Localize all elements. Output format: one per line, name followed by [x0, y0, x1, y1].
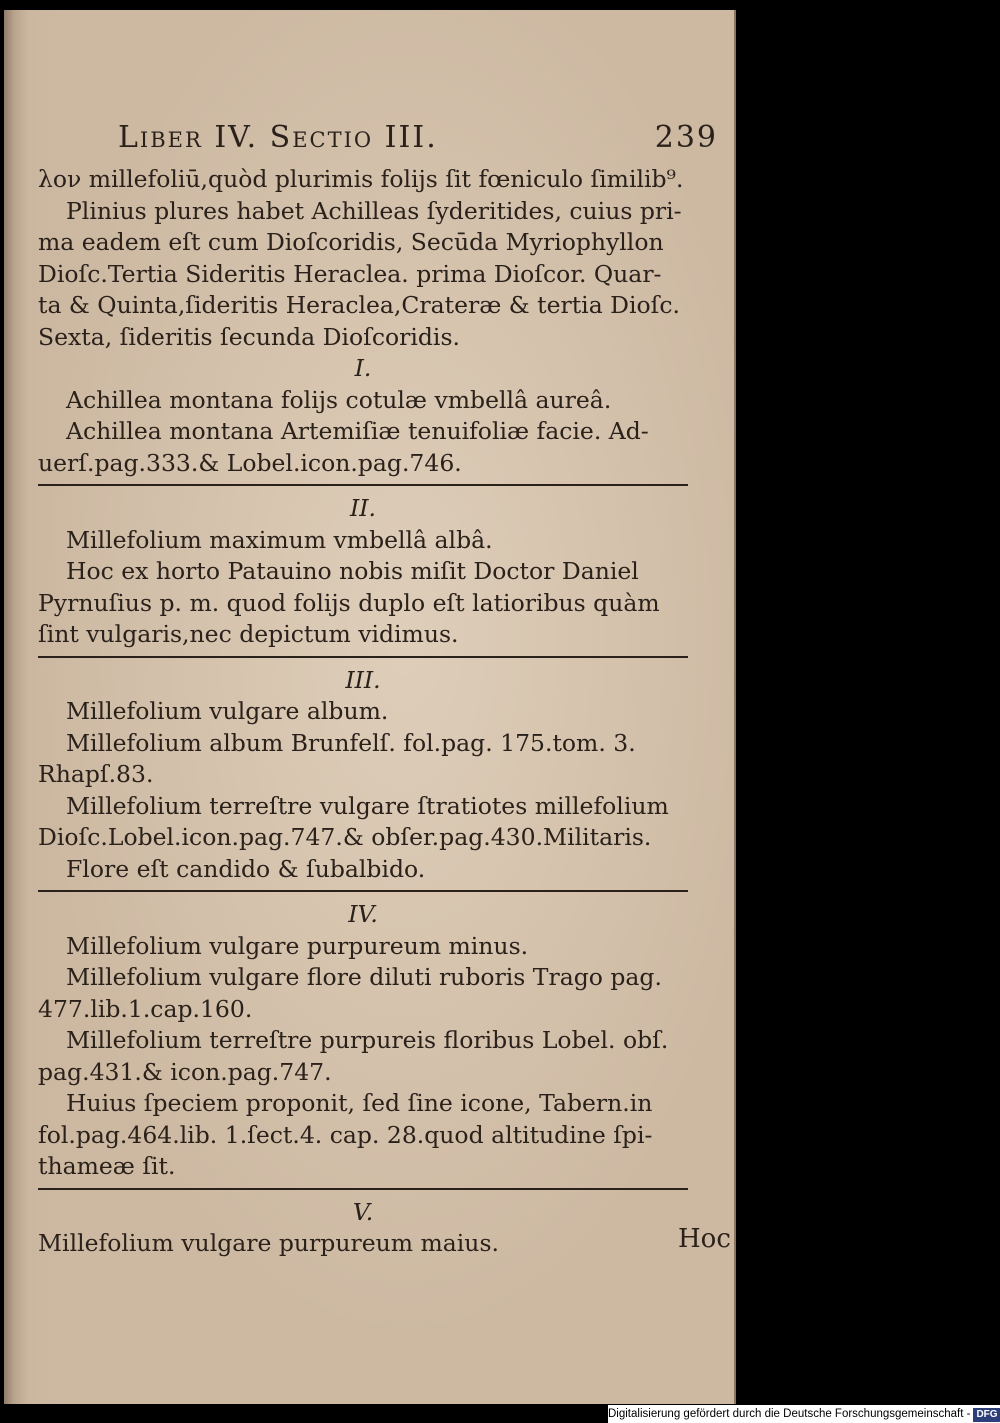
text-line: uerſ.pag.333.& Lobel.icon.pag.746. [38, 448, 462, 477]
section-numeral: II. [349, 494, 377, 522]
section-divider [38, 890, 688, 895]
text-line: Sexta, ſideritis ſecunda Dioſcoridis. [38, 322, 460, 351]
text-line: Millefolium vulgare purpureum minus. [66, 931, 529, 960]
text-line: Achillea montana Artemiſiæ tenuifoliæ facie. Ad- [66, 417, 649, 445]
running-title: Liber IV. Sectio III. [118, 120, 438, 155]
text-line: Millefolium vulgare album. [66, 697, 389, 725]
dfg-logo: DFG [973, 1408, 1000, 1422]
text-line: Millefolium vulgare purpureum maius. [38, 1229, 499, 1257]
page-body [38, 164, 688, 1260]
text-line: Millefolium maximum vmbellâ albâ. [66, 525, 493, 554]
text-line: thameæ ſit. [38, 1152, 176, 1180]
text-line: Millefolium album Brunfelſ. fol.pag. 175.tom. 3. [66, 728, 636, 757]
text-line: 477.lib.1.cap.160. [38, 994, 253, 1023]
text-line: Flore eſt candido & ſubalbido. [66, 854, 426, 883]
section-numeral: V. [352, 1197, 374, 1226]
text-line: Millefolium vulgare flore diluti ruboris Trago pag. [66, 963, 662, 991]
text-line: ta & Quinta,ſideritis Heraclea,Crateræ & tertia Dioſc. [38, 291, 681, 319]
credit-text: Digitalisierung gefördert durch die Deutsche Forschungsgemeinschaft - [608, 1408, 971, 1420]
text-line: pag.431.& icon.pag.747. [38, 1057, 332, 1086]
text-line: Dioſc.Tertia Sideritis Heraclea. prima Dioſcor. Quar- [38, 259, 662, 288]
text-line: Rhapſ.83. [38, 760, 154, 788]
section-numeral: IV. [348, 900, 378, 928]
text-line: Huius ſpeciem proponit, ſed ſine icone, Tabern.in [66, 1089, 653, 1117]
section-divider [38, 656, 688, 661]
page-number: 239 [654, 120, 718, 155]
text-line: Plinius plures habet Achilleas ſyderitides, cuius pri- [66, 196, 682, 225]
section-divider [38, 484, 688, 489]
text-line: fol.pag.464.lib. 1.ſect.4. cap. 28.quod altitudine ſpi- [38, 1120, 653, 1149]
text-line: ſint vulgaris,nec depictum vidimus. [38, 620, 459, 648]
text-line: Millefolium terreſtre purpureis floribus Lobel. obſ. [66, 1026, 669, 1054]
section-numeral: III. [345, 665, 381, 694]
section-numeral: I. [354, 354, 372, 382]
text-line: Achillea montana folijs cotulæ vmbellâ aureâ. [66, 385, 612, 414]
text-line: ma eadem eſt cum Dioſcoridis, Secūda Myriophyllon [38, 228, 664, 256]
section-divider [38, 1188, 688, 1193]
text-line: Dioſc.Lobel.icon.pag.747.& obſer.pag.430.Militaris. [38, 823, 652, 851]
catchword: Hoc [678, 1224, 731, 1254]
text-line: Hoc ex horto Patauino nobis miſit Doctor Daniel [66, 557, 639, 585]
text-line: λον millefoliū,quòd plurimis folijs ſit fœniculo ſimilib⁹. [38, 165, 684, 193]
book-page [4, 10, 736, 1404]
text-line: Millefolium terreſtre vulgare ſtratiotes millefolium [66, 791, 669, 820]
running-header [118, 120, 718, 155]
digitization-credit [608, 1405, 1000, 1423]
text-line: Pyrnuſius p. m. quod folijs duplo eſt latioribus quàm [38, 588, 660, 617]
